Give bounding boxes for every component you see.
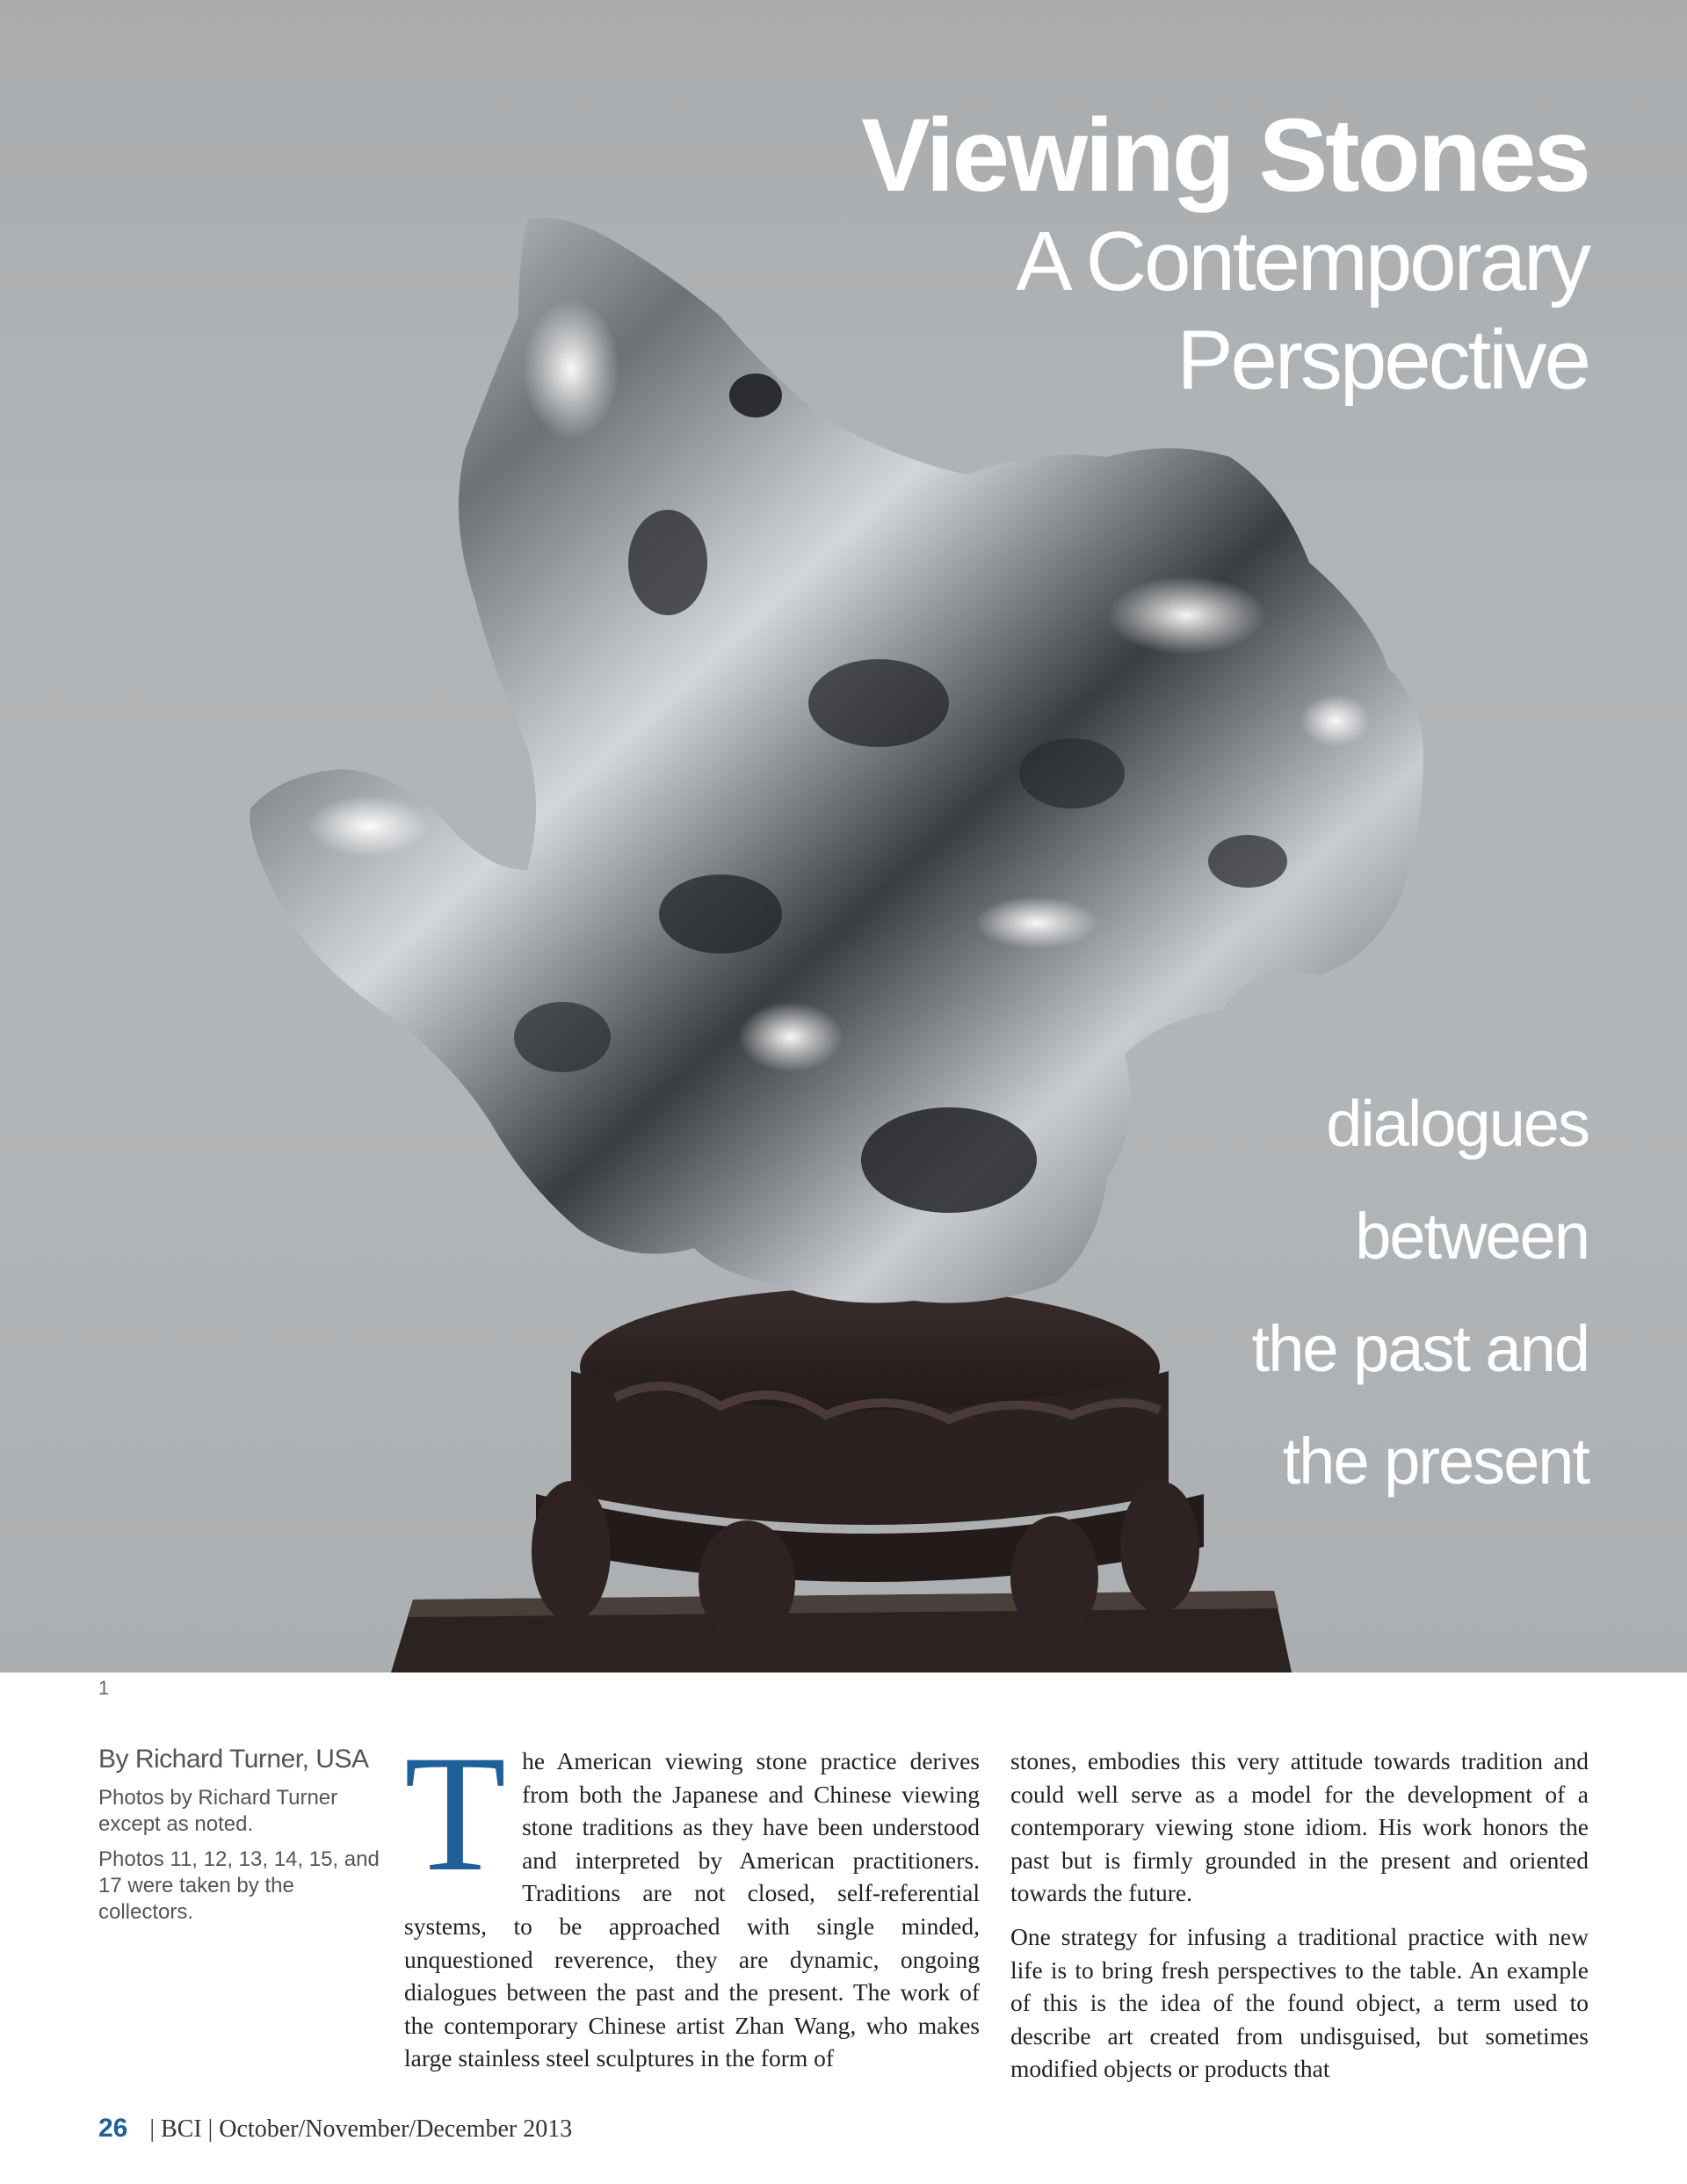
photo-caption-number: 1: [98, 1677, 110, 1699]
tagline-line: the past and: [1251, 1312, 1589, 1385]
body-paragraph: stones, embodies this very attitude towards tradition and could well serve as a model for the development of a contemporary viewing stone idiom. His work honors the past but is firmly grounded in the present and oriented towards the future.: [1010, 1747, 1589, 1907]
byline-author: By Richard Turner, USA: [98, 1745, 369, 1774]
photo-credit-collectors: Photos 11, 12, 13, 14, 15, and 17 were taken by the collectors.: [98, 1847, 380, 1924]
footer-separator: |: [207, 2115, 214, 2143]
photo-credit: Photos by Richard Turner except as noted.: [98, 1786, 338, 1836]
tagline-line: between: [1355, 1200, 1589, 1273]
body-paragraph: he American viewing stone practice derives from both the Japanese and Chinese viewing stone traditions as they have been understood and interpreted by American practitioners. Traditions are not closed, self-referential systems, to be approached with single minded, unquestioned reverence, they are dynamic, ongoing dialogues between the past and the present. The work of the contemporary Chinese artist Zhan Wang, who makes large stainless steel sculptures in the form of: [404, 1747, 980, 2072]
page-number: 26: [98, 2114, 128, 2143]
wooden-stand: [532, 1288, 1204, 1643]
article-title: Viewing Stones: [861, 98, 1589, 214]
page-footer: [98, 2114, 572, 2144]
footer-separator: |: [149, 2115, 155, 2143]
tagline-line: dialogues: [1326, 1087, 1589, 1160]
article-subtitle-line1: A Contemporary: [1016, 214, 1589, 308]
tagline-line: the present: [1282, 1425, 1589, 1498]
body-column-1: [404, 1722, 980, 2075]
byline-sidebar: [98, 1745, 388, 1934]
magazine-name: BCI: [160, 2115, 202, 2143]
article-tagline: [1252, 1068, 1589, 1518]
body-column-2: [1010, 1745, 1589, 2086]
article-subtitle-line2: Perspective: [1177, 313, 1589, 407]
drop-cap: T: [404, 1722, 507, 1906]
body-paragraph: One strategy for infusing a traditional practice with new life is to bring fresh perspectives to the table. An example of this is the idea of the found object, a term used to describe art created from undisguised, but sometimes modified objects or products that: [1010, 1922, 1589, 2083]
issue-date: October/November/December 2013: [219, 2115, 573, 2143]
article-title-block: [861, 98, 1589, 410]
